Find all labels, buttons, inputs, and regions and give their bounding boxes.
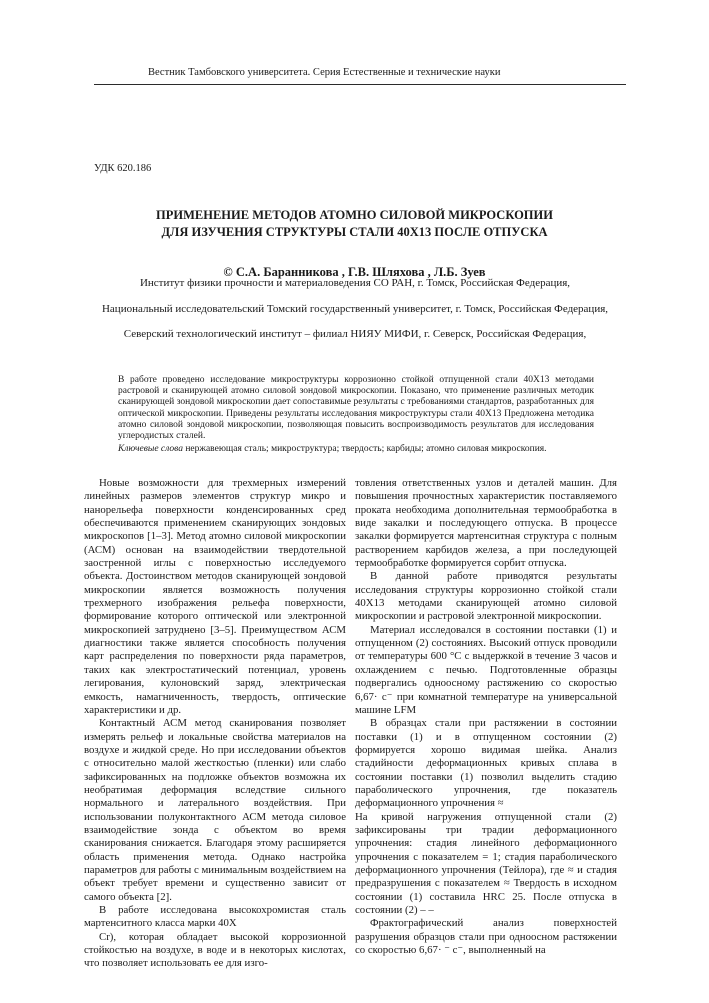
paragraph: В данной работе приводятся результаты исследования структуры коррозионно стойкой стали 40Х13 методами сканирующей атомно силовой микроскопии и растровой электронной микроскопии. [355,570,617,623]
paragraph: Новые возможности для трехмерных измерений линейных размеров элементов структур микро и нанорельефа поверхности конденсированных сред обеспечиваются применением сканирующих зондовых микроскопов [1–3]. Метод атомно силовой микроскопии (АСМ) основан на взаимодействии твердотельной заостренной иглы с поверхностью исследуемого объекта. Достоинством методов сканирующей зондовой микроскопии является возможность получения трехмерного изображения рельефа поверхности, формирование которого оптической или электронной микроскопией затруднено [3–5]. Преимуществом АСМ диагностики также является способность получения карт распределения по поверхности ряда параметров, таких как электростатический потенциал, уровень легирования, кулоновский заряд, электрическая емкость, намагниченность, твердость, оптические характеристики и др. [84,477,346,716]
affiliation-2: Национальный исследовательский Томский государственный университет, г. Томск, Российская Федерация, [101,303,609,315]
affiliation-1: Институт физики прочности и материаловедения СО РАН, г. Томск, Российская Федерация, [139,277,571,289]
body-column-left [84,477,346,971]
udc-code: УДК 620.186 [94,163,152,174]
paragraph: На кривой нагружения отпущенной стали (2) зафиксированы три традии деформационного упрочнения: стадия линейного деформационного упрочнения с показателем = 1; стадия параболического деформационного упрочнения (Тейлора), где ≈ и стадия предразрушения с показателем ≈ Твердость в исходном состоянии (1) составила HRC 25. После отпуска в состоянии (2) – – [355,810,617,916]
keywords-list: нержавеющая сталь; микроструктура; твердость; карбиды; атомно силовая микроскопия. [185,444,547,454]
authors: © С.А. Баранникова , Г.В. Шляхова , Л.Б. Зуев [223,265,486,279]
title-line-2: ДЛЯ ИЗУЧЕНИЯ СТРУКТУРЫ СТАЛИ 40Х13 ПОСЛЕ ОТПУСКА [161,224,548,239]
title-line-1: ПРИМЕНЕНИЕ МЕТОДОВ АТОМНО СИЛОВОЙ МИКРОСКОПИИ [156,208,553,222]
abstract: В работе проведено исследование микроструктуры коррозионно стойкой отпущенной стали 40Х13 методами растровой и сканирующей атомно силовой зондовой микроскопии. Показано, что применение различных методик сканирующей зондовой микроскопии дает сопоставимые результаты с требованиями стандартов, разработанных для оптической микроскопии. Приведены результаты исследования микроструктуры стали 40Х13 Предложена методика атомно силовой зондовой микроскопии, позволяющая повысить воспроизводимость результатов для исследования углеродистых сталей. [118,375,594,442]
paragraph: Контактный АСМ метод сканирования позволяет измерять рельеф и локальные свойства материалов на воздухе и жидкой среде. Но при исследовании объектов с относительно малой жесткостью (пленки) или слабо зафиксированных на подложке объектов возможна их необратимая деформация вследствие сильного нормального и латерального воздействия. При использовании полуконтактного АСМ метода силовое взаимодействие зонда с объектом во время сканирования снижается. Благодаря этому расширяется область применения метода. Однако настройка параметров для работы с минимальным воздействием на объект требует времени и существенно зависит от самого объекта [2]. [84,717,347,903]
paragraph: Cr), которая обладает высокой коррозионной стойкостью на воздухе, в воде и в некоторых кислотах, что позволяет использовать ее для изго- [84,930,346,970]
affiliation-3: Северский технологический институт – филиал НИЯУ МИФИ, г. Северск, Российская Федерация, [123,328,587,340]
running-head: Вестник Тамбовского университета. Серия Естественные и технические науки [148,67,501,78]
article-title [94,207,615,240]
keywords [118,444,594,454]
paragraph: товления ответственных узлов и деталей машин. Для повышения прочностных характеристик поставляемого проката необходима дополнительная термообработка в виде закалки и последующего отпуска. В процессе закалки формируется мартенситная структура с полным растворением карбидов железа, а при последующей термообработке формируется сорбит отпуска. [355,477,617,570]
paragraph: Материал исследовался в состоянии поставки (1) и отпущенном (2) состояниях. Высокий отпуск проводили от температуры 600 °С с выдержкой в течение 3 часов и охлаждением с печью. Подготовленные образцы подвергались одноосному растяжению со скоростью 6,67· с⁻ при комнатной температуре на универсальной машине LFM [355,623,617,716]
paragraph: В работе исследована высокохромистая сталь мартенситного класса марки 40Х [84,904,346,930]
keywords-label: Ключевые слова [118,444,183,454]
paragraph: В образцах стали при растяжении в состоянии поставки (1) и в отпущенном состоянии (2) формируется хорошо видимая шейка. Анализ стадийности деформационных кривых сплава в состоянии поставки (1) позволил выделить стадию параболического упрочнения, где показатель деформационного упрочнения ≈ [355,717,617,810]
paragraph: Фрактографический анализ поверхностей разрушения образцов стали при одноосном растяжении со скоростью 6,67· ⁻ с⁻, выполненный на [355,917,617,957]
header-rule [94,84,626,85]
body-column-right [355,477,617,957]
